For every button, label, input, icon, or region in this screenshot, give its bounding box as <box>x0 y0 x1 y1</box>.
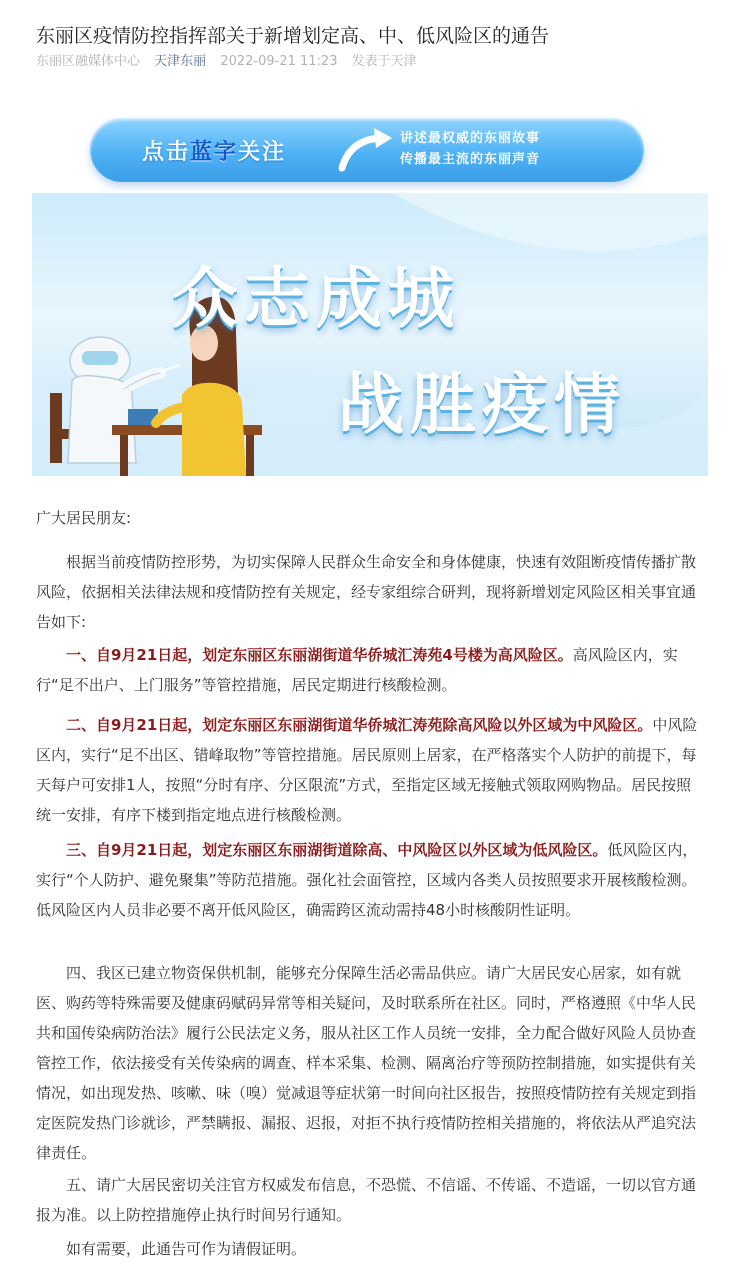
paragraph-low-risk <box>36 835 704 925</box>
paragraph-official-info <box>36 1170 704 1230</box>
hero-slogan-line1: 众志成城 <box>172 260 460 337</box>
intro-text: 根据当前疫情防控形势，为切实保障人民群众生命安全和身体健康，快速有效阻断疫情传播扩散风险，依据相关法律法规和疫情防控有关规定，经专家组综合研判，现将新增划定风险区相关事宜通告如下: <box>36 553 697 631</box>
follow-slogan <box>400 128 540 170</box>
high-risk-measures: 高风险区内，实行“足不出户、上门服务”等管控措施，居民定期进行核酸检测。 <box>36 646 678 694</box>
follow-prompt <box>142 135 286 166</box>
paragraph-medium-risk-text <box>36 710 704 830</box>
publish-datetime: 2022-09-21 11:23 <box>220 54 338 69</box>
paragraph-high-risk <box>36 640 704 700</box>
article-title: 东丽区疫情防控指挥部关于新增划定高、中、低风险区的通告 <box>36 24 550 47</box>
hero-slogan-line2: 战胜疫情 <box>338 366 626 443</box>
high-risk-declaration: 一、自9月21日起，划定东丽区东丽湖街道华侨城汇涛苑4号楼为高风险区。 <box>66 646 573 664</box>
article-meta <box>36 50 427 69</box>
follow-prefix: 点击 <box>142 140 191 165</box>
medium-risk-measures: 中风险区内，实行“足不出区、错峰取物”等管控措施。居民原则上居家，在严格落实个人防护的前提下，每天每户可安排1人，按照“分时有序、分区限流”方式，至指定区域无接触式领取网购物品。居民按照统一安排，有序下楼到指定地点进行核酸检测。 <box>36 716 698 824</box>
paragraph-low-risk-text <box>36 835 704 925</box>
follow-highlight: 蓝字 <box>190 140 239 165</box>
paragraph-official-info-text: 五、请广大居民密切关注官方权威发布信息，不恐慌、不信谣、不传谣、不造谣，一切以官方通报为准。以上防控措施停止执行时间另行通知。 <box>36 1176 697 1224</box>
greeting <box>36 503 704 533</box>
follow-slogan-line1: 讲述最权威的东丽故事 <box>400 131 541 146</box>
article-source: 东丽区融媒体中心 <box>36 54 141 69</box>
account-link[interactable]: 天津东丽 <box>154 54 207 69</box>
paragraph-leave-proof-text: 如有需要，此通告可作为请假证明。 <box>66 1240 307 1258</box>
paragraph-medium-risk <box>36 710 704 830</box>
paragraph-high-risk-text <box>36 640 704 700</box>
follow-suffix: 关注 <box>238 140 287 165</box>
low-risk-declaration: 三、自9月21日起，划定东丽区东丽湖街道除高、中风险区以外区域为低风险区。 <box>66 841 608 859</box>
paragraph-supply-text: 四、我区已建立物资保供机制，能够充分保障生活必需品供应。请广大居民安心居家，如有就医、购药等特殊需要及健康码赋码异常等相关疑问，及时联系所在社区。同时，严格遵照《中华人民共和国传染病防治法》履行公民法定义务，服从社区工作人员统一安排，全力配合做好风险人员协查管控工作，依法接受有关传染病的调查、样本采集、检测、隔离治疗等预防控制措施，如实提供有关情况，如出现发热、咳嗽、味（嗅）觉减退等症状第一时间向社区报告，按照疫情防控有关规定到指定医院发热门诊就诊，严禁瞒报、漏报、迟报，对拒不执行疫情防控相关措施的，将依法从严追究法律责任。 <box>36 964 697 1162</box>
low-risk-measures: 低风险区内，实行“个人防护、避免聚集”等防范措施。强化社会面管控，区域内各类人员按照要求开展核酸检测。低风险区内人员非必要不离开低风险区，确需跨区流动需持48小时核酸阴性证明。 <box>36 841 698 919</box>
publish-location: 发表于天津 <box>351 54 417 69</box>
paragraph-leave-proof <box>36 1234 704 1264</box>
medium-risk-declaration: 二、自9月21日起，划定东丽区东丽湖街道华侨城汇涛苑除高风险以外区域为中风险区。 <box>66 716 653 734</box>
follow-banner[interactable] <box>90 118 644 182</box>
greeting-text: 广大居民朋友: <box>36 509 132 527</box>
curved-arrow-icon <box>336 126 396 174</box>
paragraph-supply <box>36 958 704 1168</box>
hero-image <box>32 193 708 476</box>
follow-slogan-line2: 传播最主流的东丽声音 <box>400 152 541 167</box>
intro-paragraph <box>36 547 704 637</box>
